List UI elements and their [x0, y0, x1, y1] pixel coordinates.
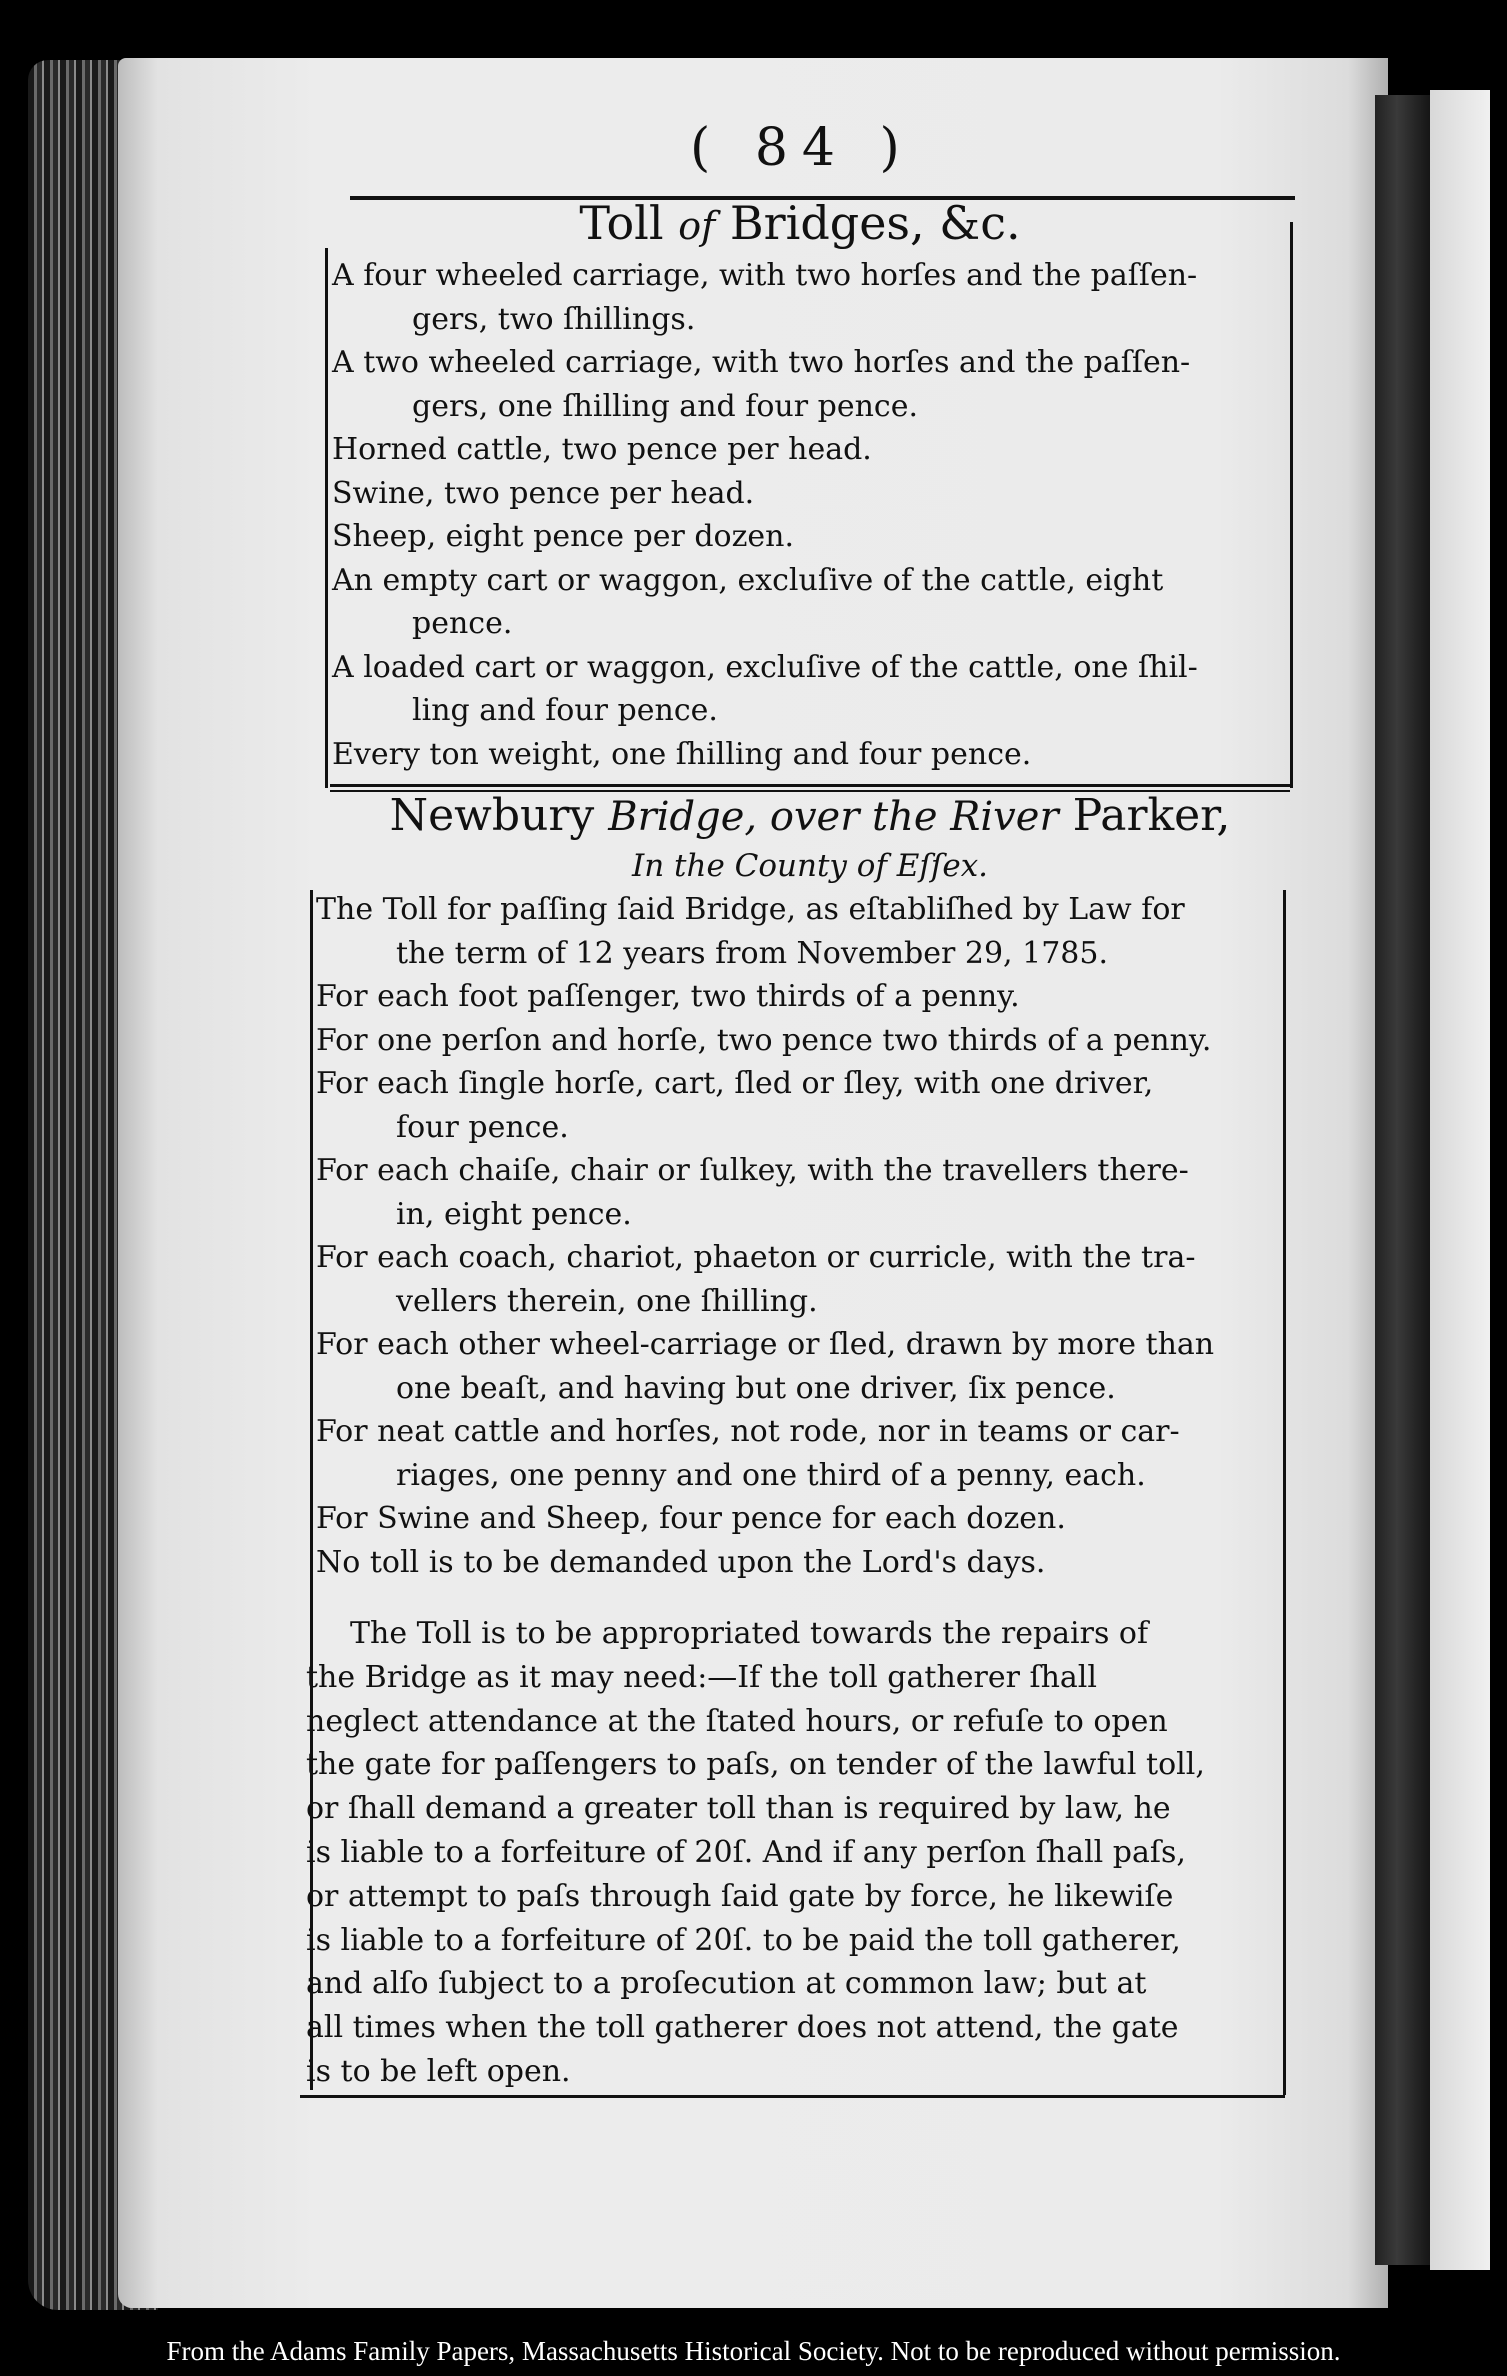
toll-list-newbury	[316, 888, 1281, 1584]
toll-line: An empty cart or waggon, excluſive of the cattle, eight	[332, 562, 1164, 598]
toll-line: The Toll for paſſing ſaid Bridge, as eſtabliſhed by Law for	[316, 892, 1185, 927]
title-words-bridge-river: Bridge, over the River	[608, 794, 1059, 840]
paragraph-line: all times when the toll gatherer does not attend, the gate	[306, 2010, 1179, 2046]
toll-line: gers, two ſhillings.	[412, 301, 696, 337]
toll-line: For each coach, chariot, phaeton or curricle, with the tra-	[316, 1240, 1196, 1275]
facing-page-edge	[1430, 90, 1490, 2270]
toll-line: For each ſingle horſe, cart, ſled or ſley, with one driver,	[316, 1066, 1154, 1101]
archive-credit-footer: From the Adams Family Papers, Massachusetts Historical Society. Not to be reproduced without permission.	[166, 2336, 1341, 2366]
toll-line: in, eight pence.	[396, 1196, 632, 1232]
paragraph-line: is liable to a forfeiture of 20ſ. And if any perſon ſhall paſs,	[306, 1834, 1186, 1870]
toll-line: vellers therein, one ſhilling.	[396, 1283, 818, 1319]
paragraph-line: is to be left open.	[306, 2053, 571, 2089]
title-word-toll: Toll	[579, 196, 664, 250]
toll-line: For neat cattle and horſes, not rode, nor in teams or car-	[316, 1414, 1180, 1449]
book-spine-shadow	[1375, 95, 1430, 2265]
toll-line: For each foot paſſenger, two thirds of a penny.	[316, 979, 1020, 1014]
title-word-bridges: Bridges, &c.	[729, 196, 1021, 250]
bottom-rule	[300, 2095, 1285, 2098]
left-border-rule	[325, 248, 328, 788]
title-word-of: of	[678, 204, 716, 248]
paragraph-line: The Toll is to be appropriated towards the repairs of	[350, 1616, 1149, 1651]
toll-line: For each other wheel-carriage or ſled, drawn by more than	[316, 1327, 1215, 1362]
toll-regulations-paragraph	[306, 1612, 1278, 2094]
paragraph-line: the Bridge as it may need:—If the toll gatherer ſhall	[306, 1659, 1098, 1695]
paragraph-line: the gate for paſſengers to paſs, on tender of the lawful toll,	[306, 1747, 1205, 1783]
section-title-newbury-bridge	[330, 790, 1290, 841]
toll-line: A two wheeled carriage, with two horſes and the paſſen-	[332, 345, 1191, 380]
toll-line: the term of 12 years from November 29, 1785.	[396, 935, 1108, 971]
right-border-rule	[1290, 222, 1293, 788]
toll-list-general	[332, 254, 1287, 776]
toll-line: ling and four pence.	[412, 693, 718, 728]
toll-line: one beaſt, and having but one driver, ſix pence.	[396, 1370, 1116, 1406]
toll-line: A loaded cart or waggon, excluſive of the cattle, one ſhil-	[332, 649, 1198, 685]
toll-line: Horned cattle, two pence per head.	[332, 432, 872, 467]
paragraph-line: or ſhall demand a greater toll than is required by law, he	[306, 1791, 1171, 1827]
toll-line: For one perſon and horſe, two pence two thirds of a penny.	[316, 1022, 1212, 1058]
toll-line: For each chaiſe, chair or ſulkey, with the travellers there-	[316, 1153, 1189, 1188]
title-word-parker: Parker,	[1072, 790, 1231, 841]
toll-line: Every ton weight, one ſhilling and four pence.	[332, 736, 1032, 772]
page-number: ( 84 )	[690, 118, 914, 178]
toll-line: riages, one penny and one third of a penny, each.	[396, 1457, 1146, 1493]
toll-line: gers, one ſhilling and four pence.	[412, 388, 918, 424]
toll-line: Sheep, eight pence per dozen.	[332, 519, 795, 554]
paragraph-line: or attempt to paſs through ſaid gate by force, he likewiſe	[306, 1878, 1174, 1914]
title-word-newbury: Newbury	[389, 790, 595, 841]
toll-line: A four wheeled carriage, with two horſes and the paſſen-	[332, 258, 1198, 293]
section-divider-rule	[330, 784, 1290, 787]
section-title-tolls	[330, 196, 1270, 250]
section-subtitle-county: In the County of Eſſex.	[631, 848, 989, 884]
toll-line: For Swine and Sheep, four pence for each dozen.	[316, 1501, 1066, 1536]
toll-line: four pence.	[396, 1109, 569, 1145]
toll-line: No toll is to be demanded upon the Lord's days.	[316, 1544, 1046, 1580]
paragraph-line: is liable to a forfeiture of 20ſ. to be paid the toll gatherer,	[306, 1922, 1181, 1958]
paragraph-line: neglect attendance at the ſtated hours, or refuſe to open	[306, 1703, 1168, 1739]
toll-line: Swine, two pence per head.	[332, 475, 755, 511]
paragraph-line: and alſo ſubject to a proſecution at common law; but at	[306, 1966, 1147, 2002]
right-border-rule	[1283, 890, 1286, 2095]
toll-line: pence.	[412, 606, 513, 641]
